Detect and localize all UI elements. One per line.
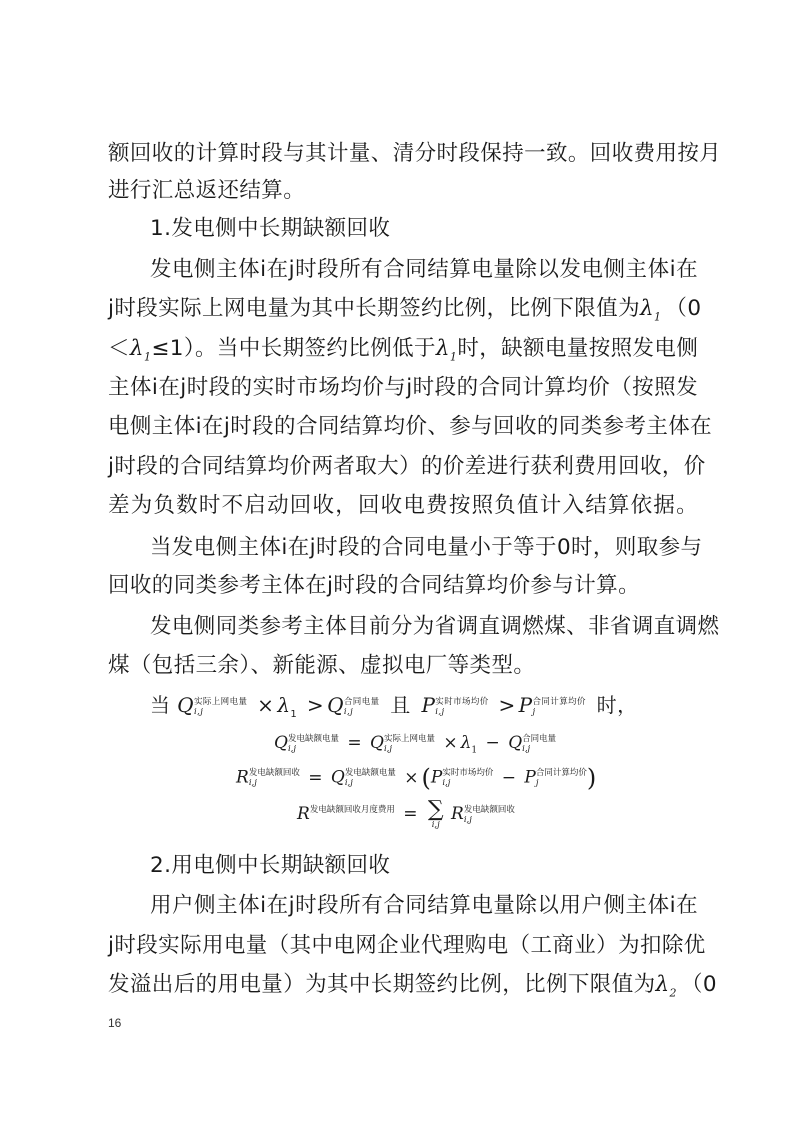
text-line: 当发电侧主体i在j时段的合同电量小于等于0时，则取参与	[150, 535, 703, 560]
lambda-symbol: $\lambda_1$	[129, 336, 152, 364]
lambda-symbol: $\lambda_1$	[435, 336, 458, 364]
text-line: j时段的合同结算均价两者取大）的价差进行获利费用回收，价	[108, 454, 706, 479]
condition-formula: 当 Q 实际上网电量 i,j × $\lambda_1 > Q$ 合同电量 i,j 且 P 实时市场均价 i,j > P 合同计算均价 j 时，	[150, 693, 638, 720]
lambda-symbol: $\lambda_2$	[655, 972, 677, 1000]
lambda-symbol: $\lambda_1$	[639, 296, 662, 324]
text-line: 发溢出后的用电量）为其中长期签约比例，比例下限值为$\lambda_2$ （0	[108, 972, 717, 1000]
text-line: 进行汇总返还结算。	[108, 178, 306, 203]
section-heading: 1.发电侧中长期缺额回收	[150, 216, 391, 241]
text-line: j时段实际用电量（其中电网企业代理购电（工商业）为扣除优	[108, 933, 706, 958]
text-line: 电侧主体i在j时段的合同结算均价、参与回收的同类参考主体在	[108, 414, 713, 439]
page-number: 16	[108, 1016, 122, 1030]
equation-shortfall-recovery: R 发电缺额回收 i,j = Q 发电缺额电量 i,j × (P 实时市场均价 i,j − P 合同计算均价 j )	[236, 764, 597, 792]
equation-monthly-fee: R 发电缺额回收月度费用 = ∑ i,j R 发电缺额回收 i,j	[297, 797, 515, 830]
text-line: 煤（包括三余）、新能源、虚拟电厂等类型。	[108, 653, 536, 678]
text-line: 回收的同类参考主体在j时段的合同结算均价参与计算。	[108, 573, 640, 598]
equation-shortfall-qty: Q 发电缺额电量 i,j = Q 实际上网电量 i,j × $\lambda_1 - Q$ 合同电量 i,j	[274, 733, 557, 756]
section-heading: 2.用电侧中长期缺额回收	[150, 853, 391, 878]
text-line: $<\lambda_1\le 1$）。当中长期签约比例低于$\lambda_1$时，缺额电量按照发电侧	[108, 336, 699, 364]
text-line: 发电侧同类参考主体目前分为省调直调燃煤、非省调直调燃	[150, 614, 720, 639]
text-line: 差为负数时不启动回收，回收电费按照负值计入结算依据。	[108, 493, 698, 518]
text-line: 主体i在j时段的实时市场均价与j时段的合同计算均价（按照发	[108, 375, 698, 400]
text-line: 用户侧主体i在j时段所有合同结算电量除以用户侧主体i在	[150, 893, 698, 918]
text-line: 额回收的计算时段与其计量、清分时段保持一致。回收费用按月	[108, 141, 722, 166]
text-line: j时段实际上网电量为其中长期签约比例，比例下限值为$\lambda_1$ （0	[108, 296, 702, 324]
text-line: 发电侧主体i在j时段所有合同结算电量除以发电侧主体i在	[150, 257, 698, 282]
